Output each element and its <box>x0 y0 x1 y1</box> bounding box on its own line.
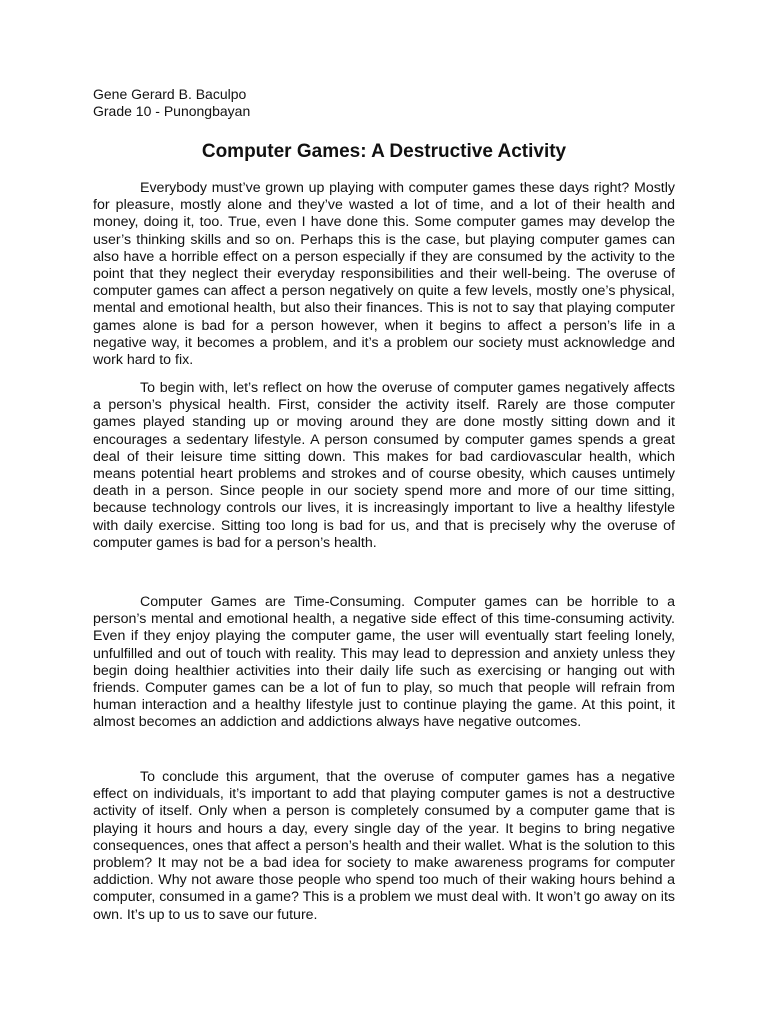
paragraph-introduction <box>93 180 675 369</box>
essay-title: Computer Games: A Destructive Activity <box>201 141 567 162</box>
paragraph-conclusion <box>93 769 675 924</box>
author-name: Gene Gerard B. Baculpo <box>93 86 247 102</box>
author-block <box>93 86 250 120</box>
paragraph-mental-health <box>93 594 675 732</box>
paragraph-text: Everybody must’ve grown up playing with computer games these days right? Mostly for pleasure, mostly alone and they’ve wasted a lot of time, and a lot of their health and money, doing it, too. True, even I have done this. Some computer games may develop the user’s thinking skills and so on. Perhaps this is the case, but playing computer games can also have a horrible effect on a person especially if they are consumed by the activity to the point that they neglect their everyday responsibilities and their well-being. The overuse of computer games can affect a person negatively on quite a few levels, mostly one’s physical, mental and emotional health, but also their finances. This is not to say that playing computer games alone is bad for a person however, when it begins to affect a person’s life in a negative way, it becomes a problem, and it’s a problem our society must acknowledge and work hard to fix. <box>93 180 675 369</box>
author-grade-section: Grade 10 - Punongbayan <box>93 103 251 119</box>
paragraph-physical-health <box>93 380 675 552</box>
paragraph-text: To conclude this argument, that the overuse of computer games has a negative effect on individuals, it’s important to add that playing computer games is not a destructive activity of itself. Only when a person is completely consumed by a computer game that is playing it hours and hours a day, every single day of the year. It begins to bring negative consequences, ones that affect a person’s health and their wallet. What is the solution to this problem? It may not be a bad idea for society to make awareness programs for computer addiction. Why not aware those people who spend too much of their waking hours behind a computer, consumed in a game? This is a problem we must deal with. It won’t go away on its own. It’s up to us to save our future. <box>93 769 675 923</box>
paragraph-text: To begin with, let’s reflect on how the overuse of computer games negatively affects a person’s physical health. First, consider the activity itself. Rarely are those computer games played standing up or moving around they are done mostly sitting down and it encourages a sedentary lifestyle. A person consumed by computer games spends a great deal of their leisure time sitting down. This makes for bad cardiovascular health, which means potential heart problems and strokes and of course obesity, which causes untimely death in a person. Since people in our society spend more and more of our time sitting, because technology controls our lives, it is increasingly important to live a healthy lifestyle with daily exercise. Sitting too long is bad for us, and that is precisely why the overuse of computer games is bad for a person’s health. <box>93 380 675 551</box>
paragraph-text: Computer Games are Time-Consuming. Computer games can be horrible to a person’s mental and emotional health, a negative side effect of this time-consuming activity. Even if they enjoy playing the computer game, the user will eventually start feeling lonely, unfulfilled and out of touch with reality. This may lead to depression and anxiety unless they begin doing healthier activities into their daily life such as exercising or hanging out with friends. Computer games can be a lot of fun to play, so much that people will refrain from human interaction and a healthy lifestyle just to continue playing the game. At this point, it almost becomes an addiction and addictions always have negative outcomes. <box>93 594 675 731</box>
